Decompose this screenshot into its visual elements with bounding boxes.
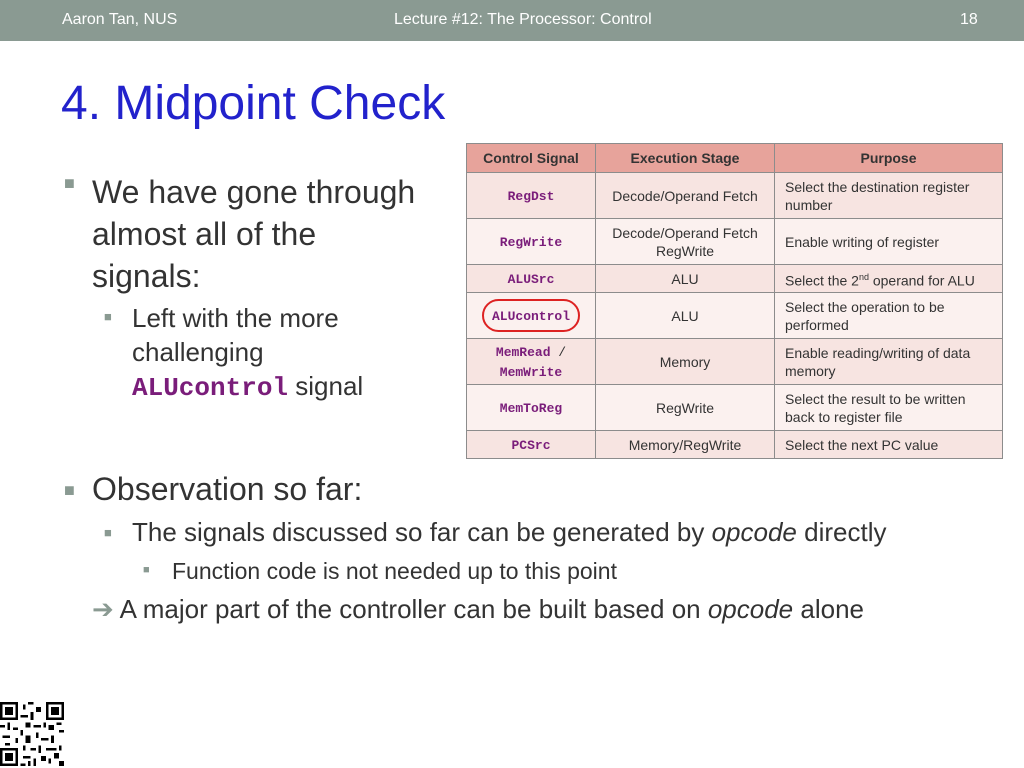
signal-name: MemWrite [499,364,563,380]
page-number: 18 [960,11,978,28]
column-header: Control Signal [467,144,596,173]
column-header: Execution Stage [596,144,775,173]
table-row [467,385,1003,431]
signal-cell [467,173,596,219]
stage-cell: ALU [596,293,775,339]
stage-cell: Decode/Operand Fetch [596,173,775,219]
stage-cell: RegWrite [596,385,775,431]
bullet-1-line-2: almost all of the [92,216,317,252]
stage-cell: Memory/RegWrite [596,431,775,459]
bullet-marker: ■ [64,173,75,193]
author-text: Aaron Tan, NUS [62,11,178,28]
bullet-2-sub-tail: directly [796,517,887,547]
table-header-row [467,144,1003,173]
signal-cell [467,265,596,293]
purpose-cell: Select the result to be written back to register file [775,385,1003,431]
table-row [467,219,1003,265]
table-row [467,339,1003,385]
purpose-cell: Enable reading/writing of data memory [775,339,1003,385]
bullet-2-subsub: Function code is not needed up to this point [172,558,617,584]
purpose-cell: Select the operation to be performed [775,293,1003,339]
column-header: Purpose [775,144,1003,173]
signal-cell [467,219,596,265]
signal-word: signal [288,371,364,401]
bullet-1-sub [132,301,452,405]
header-bar [0,0,1024,41]
signal-name: ALUcontrol [491,309,570,324]
alucontrol-code: ALUcontrol [132,373,289,403]
signal-separator: / [550,344,567,360]
qr-code-icon [0,702,64,766]
purpose-text-tail: operand for ALU [868,272,975,289]
stage-line-2: RegWrite [655,242,715,259]
control-signal-table [466,143,1003,459]
signal-name: MemToReg [499,401,563,416]
conclusion-line [92,592,992,626]
opcode-emphasis: opcode [707,594,794,624]
purpose-cell: Select the next PC value [775,431,1003,459]
conclusion-tail: alone [793,594,864,624]
subsub-bullet-marker: ■ [143,564,150,576]
table-row [467,265,1003,293]
signal-cell [467,339,596,385]
opcode-emphasis: opcode [711,517,797,547]
table-row [467,293,1003,339]
slide-title: 4. Midpoint Check [61,77,446,130]
sub-bullet-marker: ■ [104,525,112,540]
bullet-2-sub-text: The signals discussed so far can be generated by [132,517,712,547]
signal-name: ALUSrc [507,272,555,287]
purpose-sup: nd [858,271,869,282]
signal-name: RegWrite [499,235,563,250]
signal-cell [467,431,596,459]
sub-bullet-marker: ■ [104,309,112,324]
purpose-cell [775,265,1003,293]
bullet-1-sub-line-3 [132,369,452,405]
signal-name: RegDst [507,189,555,204]
signal-cell [467,385,596,431]
conclusion-text: A major part of the controller can be built based on [119,594,708,624]
table-row [467,173,1003,219]
table-row [467,431,1003,459]
bullet-1 [92,171,452,297]
bullet-marker: ■ [64,480,75,500]
stage-line-1: Decode/Operand Fetch [612,224,758,241]
bullet-2-sub [132,515,1012,549]
signal-name: MemRead [495,344,551,360]
stage-cell: Memory [596,339,775,385]
bullet-1-sub-line-1: Left with the more [132,303,339,333]
stage-cell [596,219,775,265]
lecture-title: Lecture #12: The Processor: Control [394,11,652,28]
bullet-1-line-3: signals: [92,258,201,294]
stage-cell: ALU [596,265,775,293]
highlight-circle [482,299,580,332]
purpose-cell: Enable writing of register [775,219,1003,265]
purpose-text: Select the 2 [785,272,859,289]
bullet-2: Observation so far: [92,471,363,507]
arrow-right-icon: ➔ [92,594,114,624]
bullet-1-line-1: We have gone through [92,174,416,210]
purpose-cell: Select the destination register number [775,173,1003,219]
bullet-1-sub-line-2: challenging [132,337,264,367]
signal-name: PCSrc [511,438,551,453]
signal-cell [467,293,596,339]
